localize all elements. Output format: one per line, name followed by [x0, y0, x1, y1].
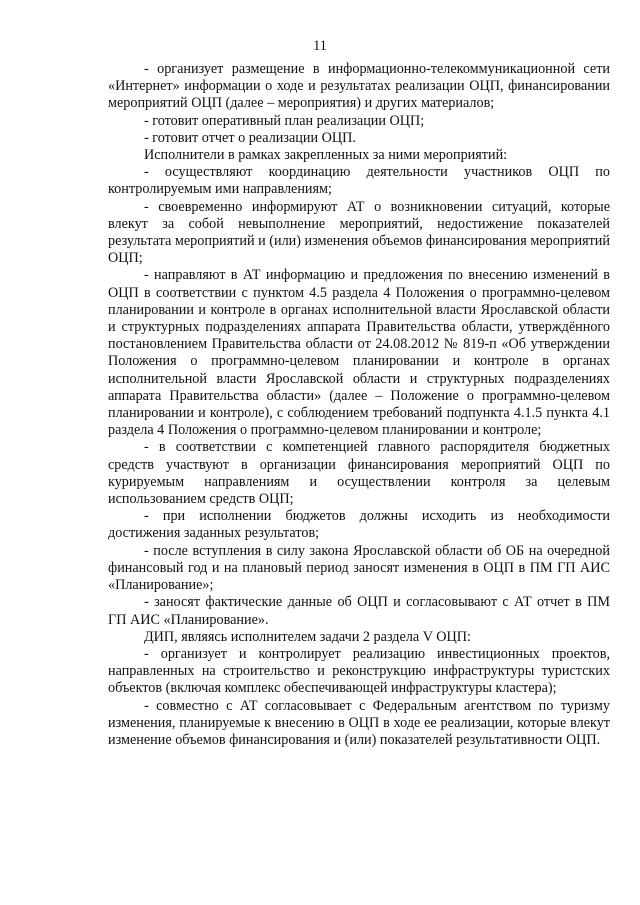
- paragraph-operational-plan: - готовит оперативный план реализации ОЦП;: [144, 112, 425, 129]
- paragraph-federal-agency: - совместно с АТ согласовывает с Федеральным агентством по туризму изменения, планируемые к внесению в ОЦП в ходе ее реализации, которые влекут изменение объемов финансирования и (или) показателей результативности ОЦП.: [108, 697, 610, 748]
- paragraph-coordination: - осуществляют координацию деятельности участников ОЦП по контролируемым ими направлениям;: [108, 164, 610, 198]
- paragraph-inform-at: - своевременно информируют АТ о возникновении ситуаций, которые влекут за собой невыполнение мероприятий, недостижение показателей результата мероприятий и (или) изменения объемов финансирования мероприятий ОЦП;: [108, 198, 610, 267]
- paragraph-publishing-info: - организует размещение в информационно-телекоммуникационной сети «Интернет» информации о ходе и результатах реализации ОЦП, финансировании мероприятий ОЦП (далее – мероприятия) и других материалов;: [108, 61, 610, 112]
- paragraph-investment-projects: - организует и контролирует реализацию инвестиционных проектов, направленных на строительство и реконструкцию инфраструктуры туристских объектов (включая комплекс обеспечивающей инфраструктуры кластера);: [108, 645, 610, 697]
- paragraph-dip-intro: ДИП, являясь исполнителем задачи 2 раздела V ОЦП:: [144, 628, 471, 645]
- paragraph-budget-execution: - при исполнении бюджетов должны исходить из необходимости достижения заданных результатов;: [108, 508, 610, 542]
- paragraph-executors-intro: Исполнители в рамках закрепленных за ними мероприятий:: [144, 147, 508, 164]
- paragraph-law-changes: - после вступления в силу закона Ярославской области об ОБ на очередной финансовый год и на плановый период заносят изменения в ОЦП в ПМ ГП АИС «Планирование»;: [108, 542, 610, 594]
- paragraph-actual-data: - заносят фактические данные об ОЦП и согласовывают с АТ отчет в ПМ ГП АИС «Планирование».: [108, 594, 610, 628]
- page-number: 11: [313, 38, 327, 54]
- paragraph-financing: - в соответствии с компетенцией главного распорядителя бюджетных средств участвуют в организации финансирования мероприятий ОЦП по курируемым направлениям и осуществлении контроля за целевым использованием средств ОЦП;: [108, 439, 610, 508]
- document-body: [108, 61, 610, 749]
- paragraph-proposals: - направляют в АТ информацию и предложения по внесению изменений в ОЦП в соответствии с пунктом 4.5 раздела 4 Положения о программно-целевом планировании и контроле в органах исполнительной власти Ярославской области и структурных подразделениях аппарата Правительства области, утверждённого постановлением Правительства области от 24.08.2012 № 819-п «Об утверждении Положения о программно-целевом планировании и контроле в органах исполнительной власти Ярославской области и структурных подразделениях аппарата Правительства области» (далее – Положение о программно-целевом планировании и контроле), с соблюдением требований подпункта 4.1.5 пункта 4.1 раздела 4 Положения о программно-целевом планировании и контроле;: [108, 267, 610, 439]
- paragraph-report: - готовит отчет о реализации ОЦП.: [144, 129, 356, 146]
